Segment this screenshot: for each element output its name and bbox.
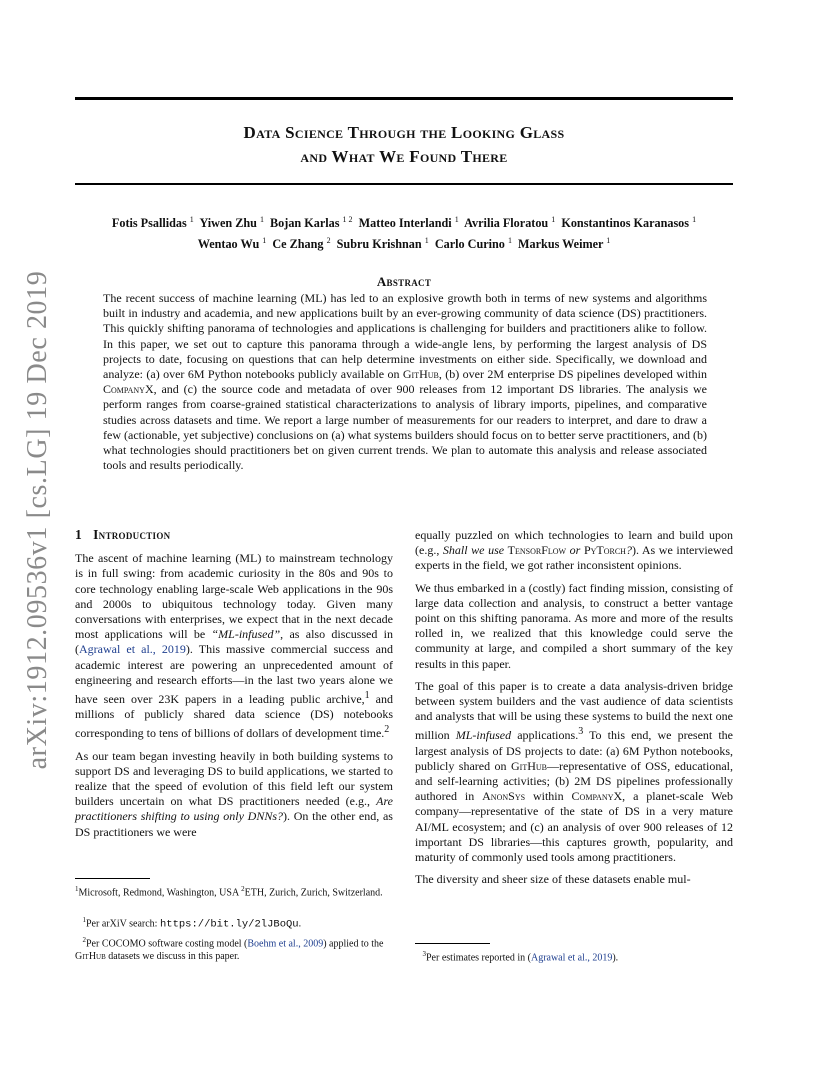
footnote-url[interactable]: https://bit.ly/2lJBoQu bbox=[159, 918, 299, 931]
arxiv-stamp: arXiv:1912.09536v1 [cs.LG] 19 Dec 2019 bbox=[22, 270, 53, 770]
right-column bbox=[415, 528, 733, 894]
author: Bojan Karlas $^{1 2}$ bbox=[270, 215, 353, 231]
footnote-3-block bbox=[415, 937, 733, 965]
abstract-heading: Abstract bbox=[376, 274, 432, 289]
footnote-ref[interactable]: 2 bbox=[384, 724, 390, 736]
intro-paragraph-4: We thus embarked in a (costly) fact finding mission, consisting of large data collection and analysis, to construct a better vantage point on this shifting panorama. As more and more of the results rolled in, we realized that this knowledge could serve the community at large, and compiled a short summary of the key results in this paper. bbox=[415, 580, 733, 671]
citation-link[interactable]: Boehm et al., 2009 bbox=[247, 938, 324, 950]
author: Matteo Interlandi $^1$ bbox=[358, 215, 459, 231]
author-line-2 bbox=[70, 232, 738, 253]
author: Markus Weimer $^1$ bbox=[518, 236, 611, 252]
intro-paragraph-2: As our team began investing heavily in both building systems to support DS and leveraging DS to build applications, we started to realize that the speed of evolution of this field left our system builders uncertain on what DS practitioners needed (e.g., Are practitioners shifting to using only DNNs?). On the other end, as DS practitioners we were bbox=[75, 748, 393, 839]
intro-paragraph-5: The goal of this paper is to create a data analysis-driven bridge between system builders and the vast audience of data scientists and analysts that will be using these systems to build the next one million ML-infused applications.$^3$ To this end, we present the largest analysis of DS projects to date: (a) 6M Python notebooks, publicly shared on GitHub—representative of OSS, educational, and self-learning activities; (b) 2M DS pipelines professionally authored in AnonSys within CompanyX, a planet-scale Web company—representative of the state of DS in a very mature AI/ML ecosystem; and (c) an analysis of over 900 releases of 12 important DS libraries—this captures growth, popularity, and maturity of commonly used tools among practitioners. bbox=[415, 678, 733, 865]
author: Avrilia Floratou $^1$ bbox=[464, 215, 556, 231]
author-list bbox=[70, 211, 738, 253]
footnotes-left bbox=[75, 914, 393, 963]
abstract-body: The recent success of machine learning (ML) has led to an explosive growth both in terms of new systems and algorithms built in industry and academia, and new applications built by an ever-growing community of data science (DS) practitioners. This quickly shifting panorama of technologies and applications is challenging for builders and practitioners alike to follow. In this paper, we set out to capture this panorama through a wide-angle lens, by performing the largest analysis of DS projects to date, focusing on questions that can help determine investments on either side. Specifically, we download and analyze: (a) over 6M Python notebooks publicly available on GitHub, (b) over 2M enterprise DS pipelines developed within CompanyX, and (c) the source code and metadata of over 900 releases from 12 important DS libraries. The analysis we perform ranges from coarse-grained statistical characterizations to analysis of library imports, pipelines, and comparative studies across datasets and time. We report a large number of measurements for our readers to interpret, and dare to draw a few (actionable, yet subjective) conclusions on (a) what systems builders should focus on to better serve practitioners, and (b) what technologies should practitioners bet on given current trends. We plan to automate this analysis and release associated tools and results periodically. bbox=[103, 291, 707, 473]
footnote-ref[interactable]: 1 bbox=[364, 690, 370, 702]
footnote-1: $^1$Per arXiV search: https://bit.ly/2lJBoQu. bbox=[82, 916, 302, 931]
footnote-rule bbox=[415, 943, 490, 944]
author: Fotis Psallidas $^1$ bbox=[111, 215, 194, 231]
affiliation-footnote: $^1$Microsoft, Redmond, Washington, USA $^2$ETH, Zurich, Zurich, Switzerland. bbox=[75, 872, 393, 900]
intro-paragraph-1: The ascent of machine learning (ML) to mainstream technology is in full swing: from academic curiosity in the 80s and 90s to core technology enabling large-scale Web applications in the 90s and 2000s to ubiquitous technology today. Given many conversations with enterprises, we expect that in the next decade most applications will be “ML-infused”, as also discussed in (Agrawal et al., 2019). This massive commercial success and academic interest are powering an unprecedented amount of engineering and research efforts—in the last two years alone we have seen over 23K papers in a leading public archive,$^1$ and millions of publicly shared data science (DS) notebooks corresponding to tens of billions of dollars of development time.$^2$ bbox=[75, 551, 393, 741]
author: Wentao Wu $^1$ bbox=[197, 236, 267, 252]
footnote-2: $^2$Per COCOMO software costing model (Boehm et al., 2009) applied to the GitHub datasets we discuss in this paper. bbox=[75, 935, 384, 962]
citation-link[interactable]: Agrawal et al., 2019 bbox=[79, 642, 186, 657]
title-bottom-rule bbox=[75, 183, 733, 185]
left-column bbox=[75, 527, 393, 847]
paper-title bbox=[75, 121, 733, 169]
intro-paragraph-3: equally puzzled on which technologies to learn and build upon (e.g., Shall we use TensorFlow or PyTorch?). As we interviewed experts in the field, we got rather inconsistent opinions. bbox=[415, 528, 733, 573]
footnote-rule bbox=[75, 878, 150, 879]
footnote-ref[interactable]: 3 bbox=[578, 726, 584, 738]
citation-link[interactable]: Agrawal et al., 2019 bbox=[530, 952, 613, 964]
title-line-2: and What We Found There bbox=[300, 147, 508, 166]
author-line-1 bbox=[70, 211, 738, 232]
intro-paragraph-6: The diversity and sheer size of these datasets enable mul- bbox=[415, 872, 691, 887]
author: Ce Zhang $^2$ bbox=[272, 236, 331, 252]
title-line-1: Data Science Through the Looking Glass bbox=[243, 123, 565, 142]
author: Yiwen Zhu $^1$ bbox=[199, 215, 264, 231]
top-rule bbox=[75, 97, 733, 100]
author: Subru Krishnan $^1$ bbox=[336, 236, 429, 252]
footnote-3: $^3$Per estimates reported in (Agrawal et al., 2019). bbox=[422, 950, 619, 964]
author: Carlo Curino $^1$ bbox=[434, 236, 512, 252]
author: Konstantinos Karanasos $^1$ bbox=[561, 215, 697, 231]
section-heading: 1 Introduction bbox=[75, 527, 171, 542]
